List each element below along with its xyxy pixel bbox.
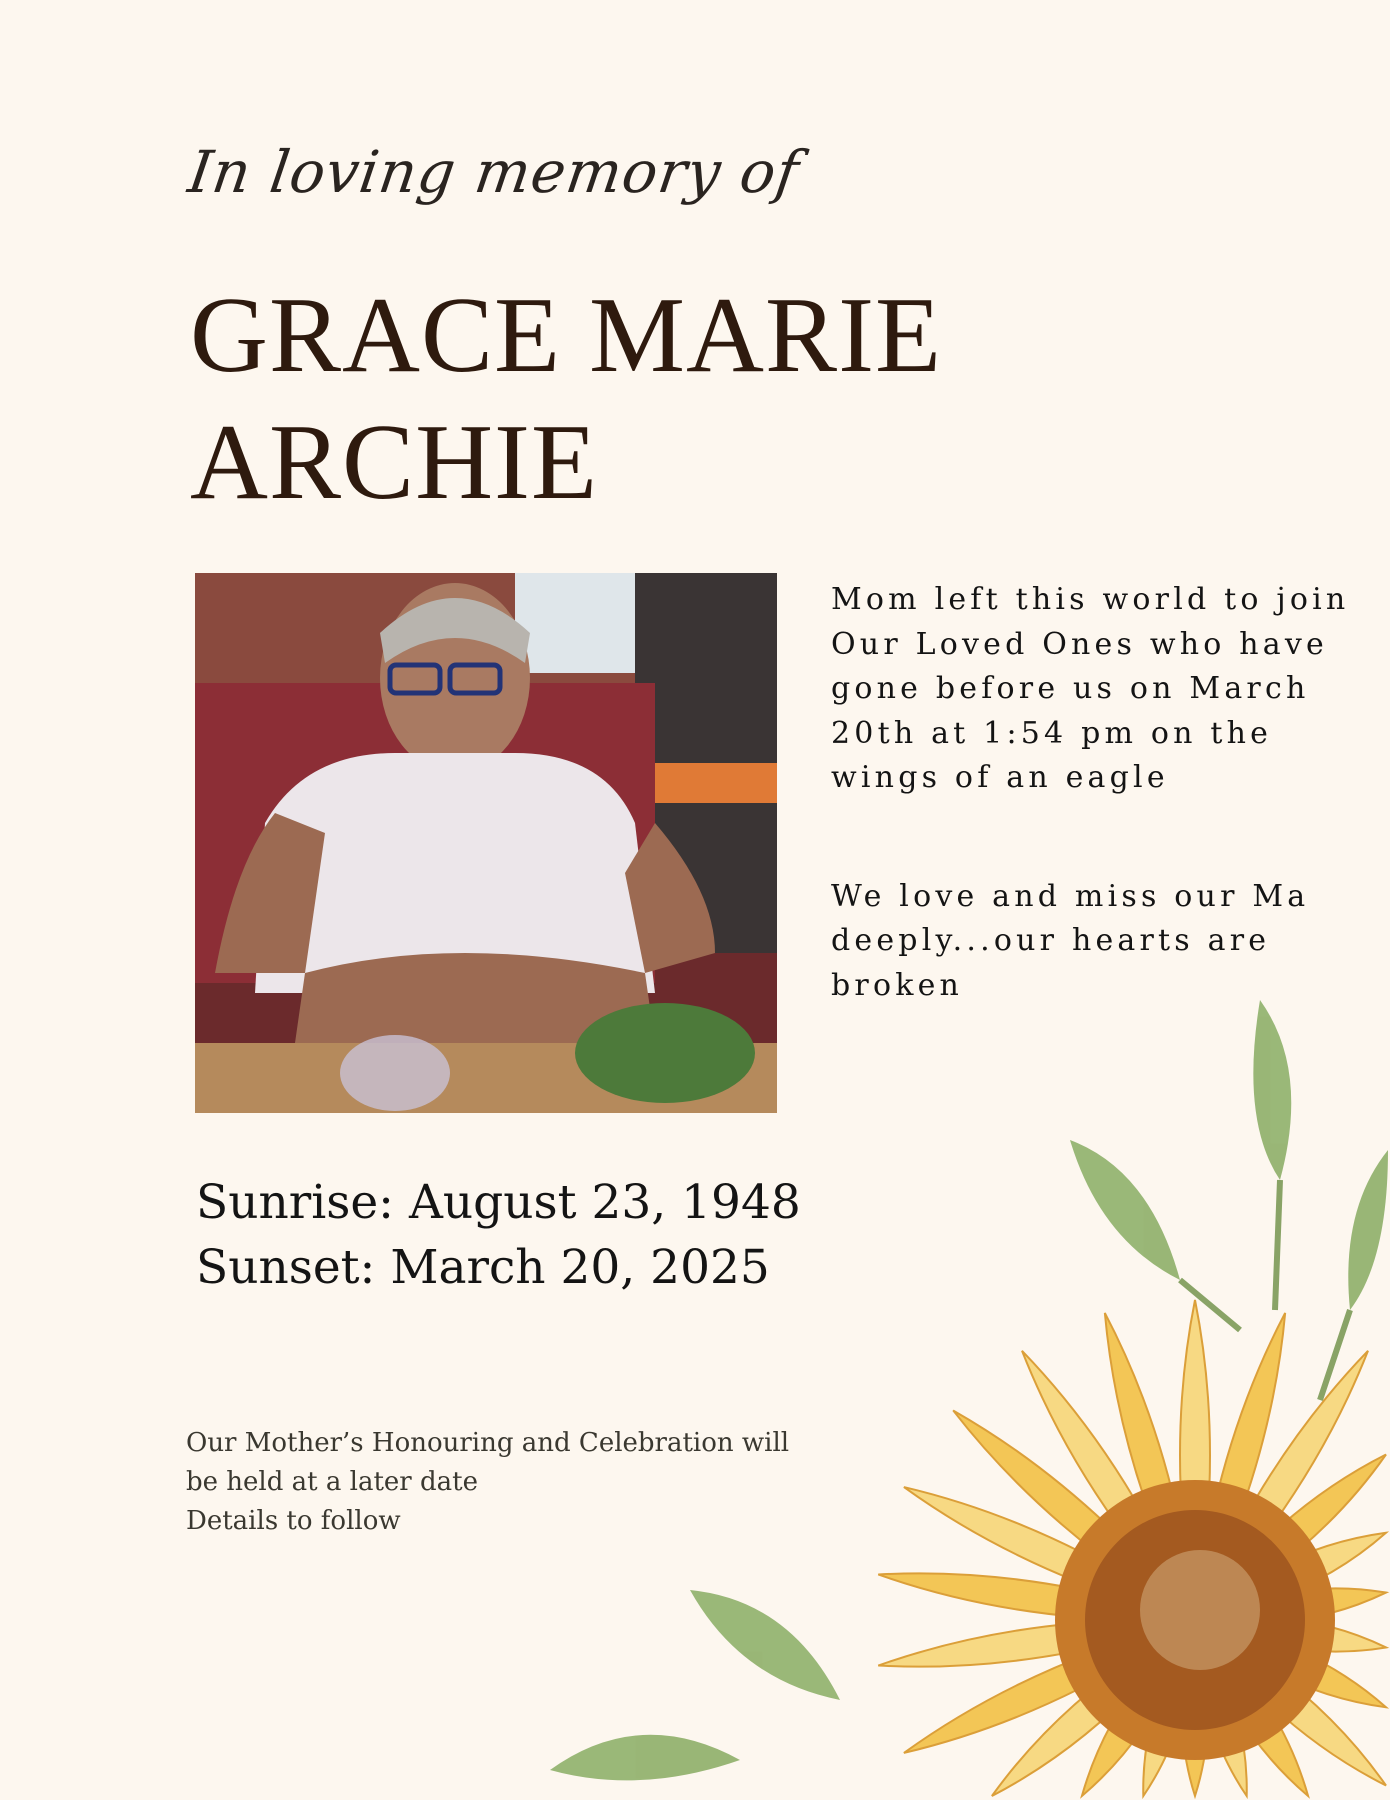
in-loving-memory-heading: In loving memory of [184,138,804,206]
name-line-1: GRACE MARIE [190,276,943,395]
notice-line-1: Our Mother’s Honouring and Celebration will [186,1428,790,1458]
sunflower-illustration [540,980,1390,1800]
name-line-2: ARCHIE [190,403,598,522]
notice-line-2: be held at a later date [186,1467,478,1497]
tribute-paragraph-2: We love and miss our Ma deeply...our hearts are broken [831,878,1310,1003]
sunrise-date: Sunrise: August 23, 1948 [196,1175,801,1230]
sunset-date: Sunset: March 20, 2025 [196,1240,770,1295]
deceased-name [190,272,942,526]
notice-line-3: Details to follow [186,1506,401,1536]
tribute-paragraph-1: Mom left this world to join Our Loved Ones who have gone before us on March 20th at 1:54 pm on the wings of an eagle [831,582,1350,795]
